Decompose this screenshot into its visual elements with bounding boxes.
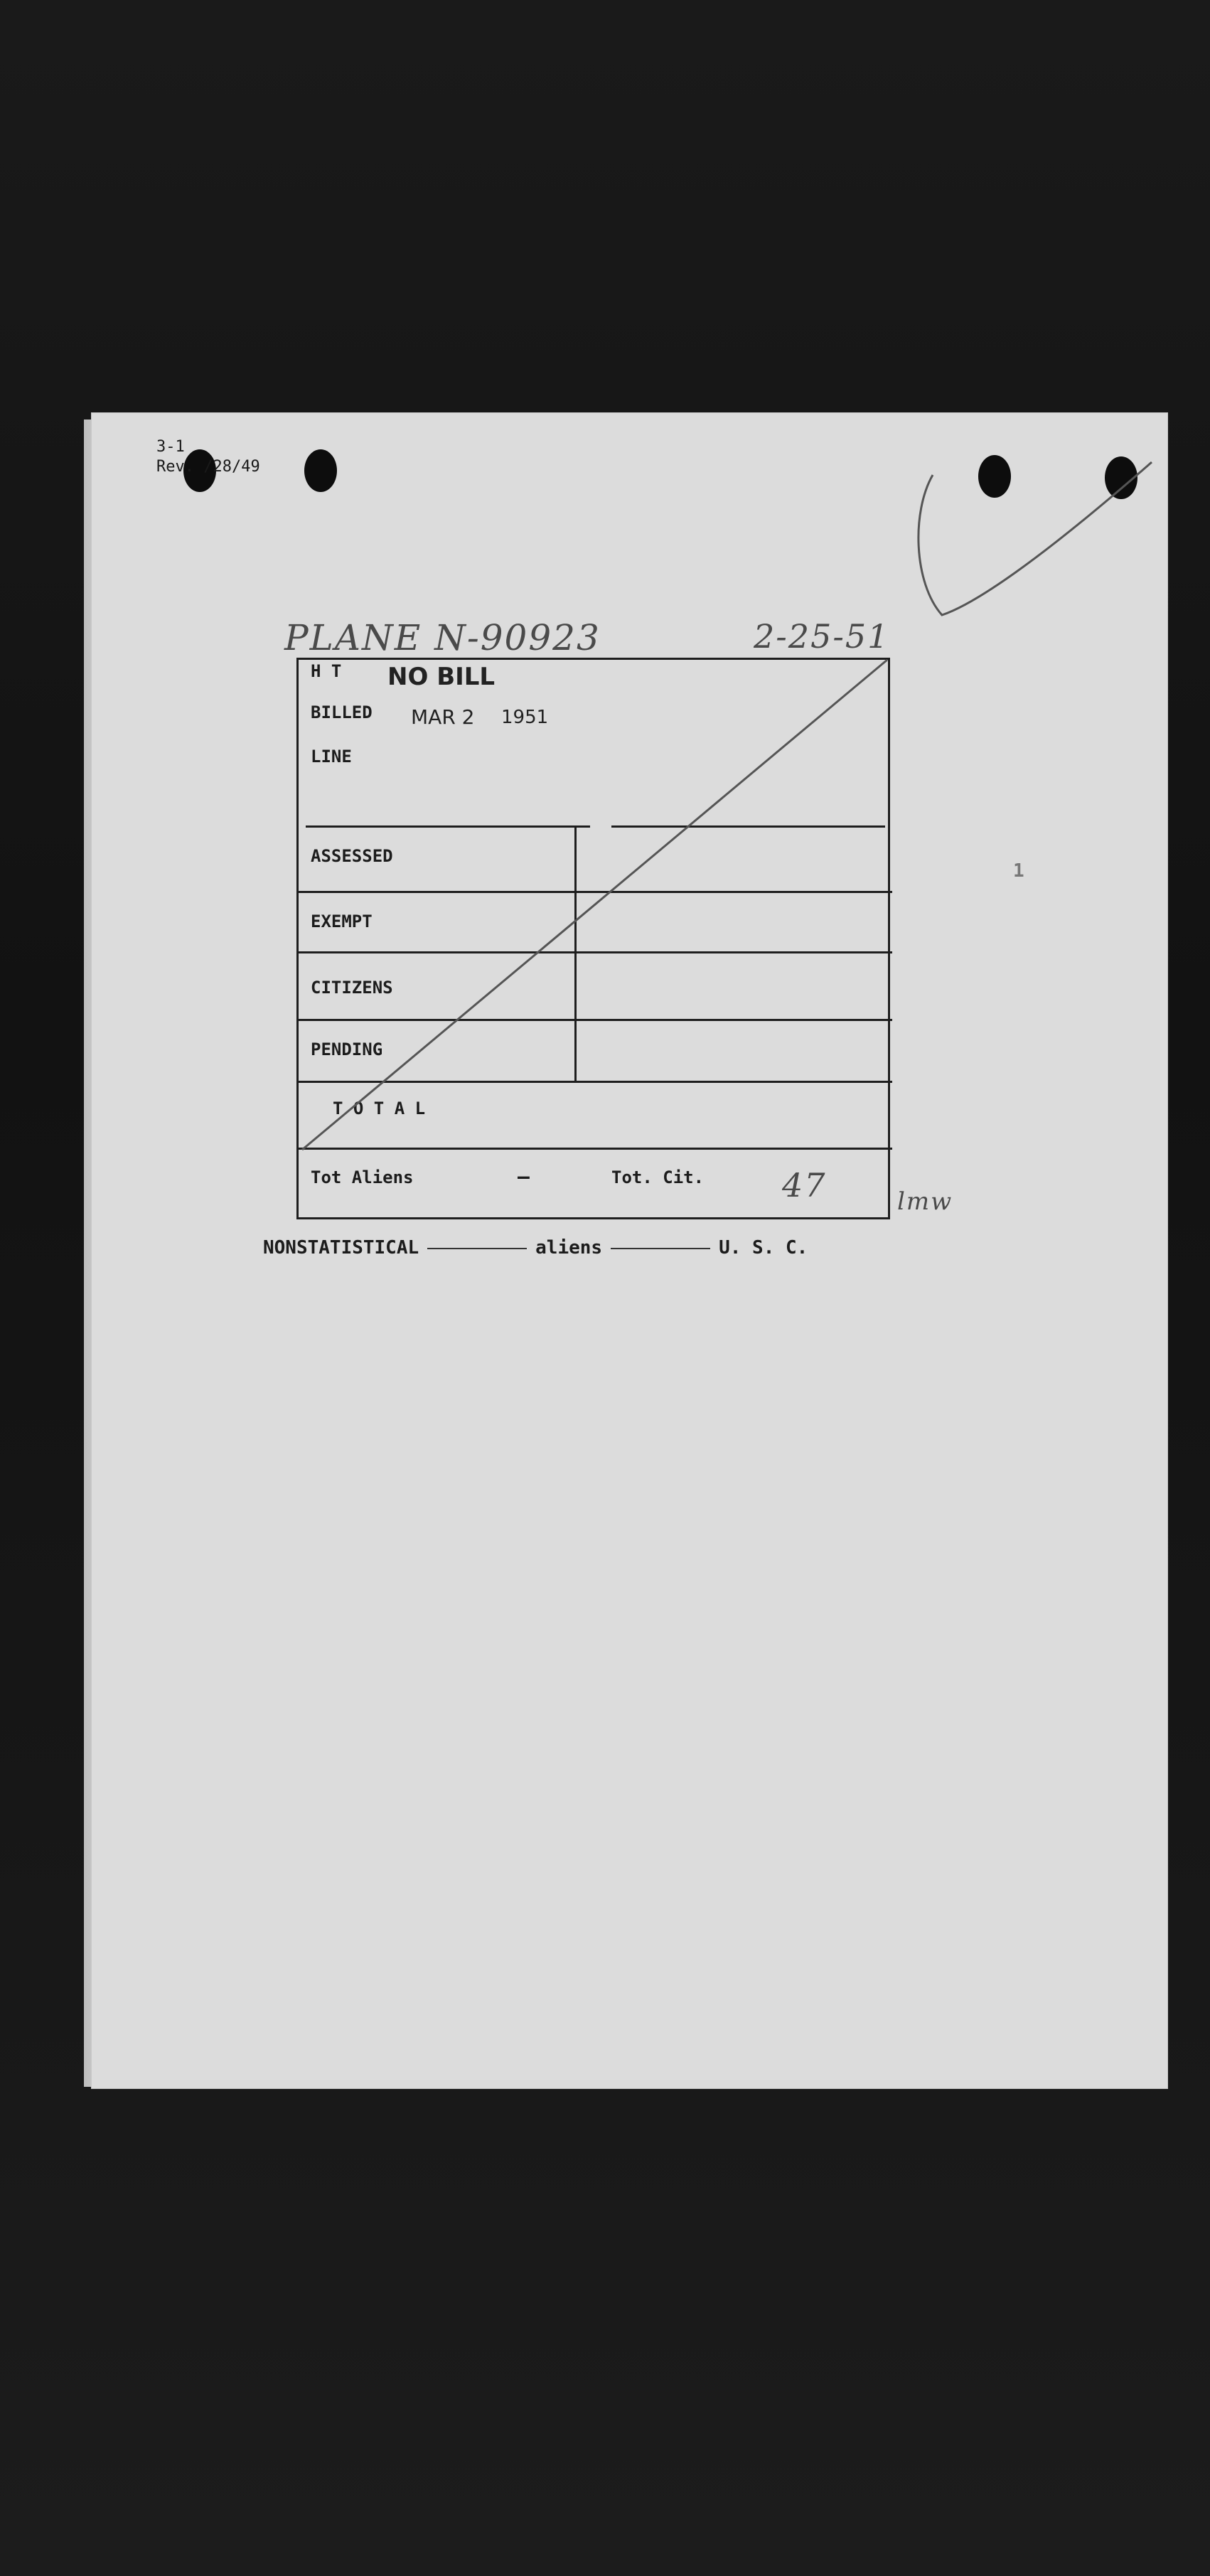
tot-cit-value: 47 [782, 1166, 827, 1204]
no-bill-stamp: NO BILL [387, 663, 496, 691]
cancel-diagonal-line [302, 660, 887, 1150]
form-number-code: 3-1 [156, 438, 185, 456]
checkmark-stroke [919, 462, 1152, 615]
label-line: LINE [311, 747, 352, 766]
label-tot-aliens: Tot Aliens [311, 1167, 414, 1187]
billed-year-stamp: 1951 [501, 707, 549, 728]
label-pending: PENDING [311, 1040, 383, 1059]
header-date: 2-25-51 [754, 617, 890, 656]
label-total: T O T A L [333, 1099, 426, 1118]
label-aliens: aliens [535, 1237, 603, 1258]
label-usc: U. S. C. [719, 1237, 808, 1258]
label-exempt: EXEMPT [311, 912, 373, 931]
label-assessed: ASSESSED [311, 846, 393, 866]
label-nonstatistical: NONSTATISTICAL [263, 1237, 419, 1258]
label-billed: BILLED [311, 702, 373, 722]
label-ht: H T [311, 661, 342, 681]
label-tot-cit: Tot. Cit. [611, 1167, 705, 1187]
billed-date-stamp: MAR 2 [411, 705, 475, 729]
vessel-name: PLANE N-90923 [284, 617, 601, 658]
initials: lmw [897, 1187, 953, 1216]
tot-aliens-value: — [518, 1165, 530, 1188]
margin-mark: 1 [1013, 860, 1024, 882]
form-revision: Rev. /28/49 [156, 458, 260, 476]
label-citizens: CITIZENS [311, 978, 393, 998]
